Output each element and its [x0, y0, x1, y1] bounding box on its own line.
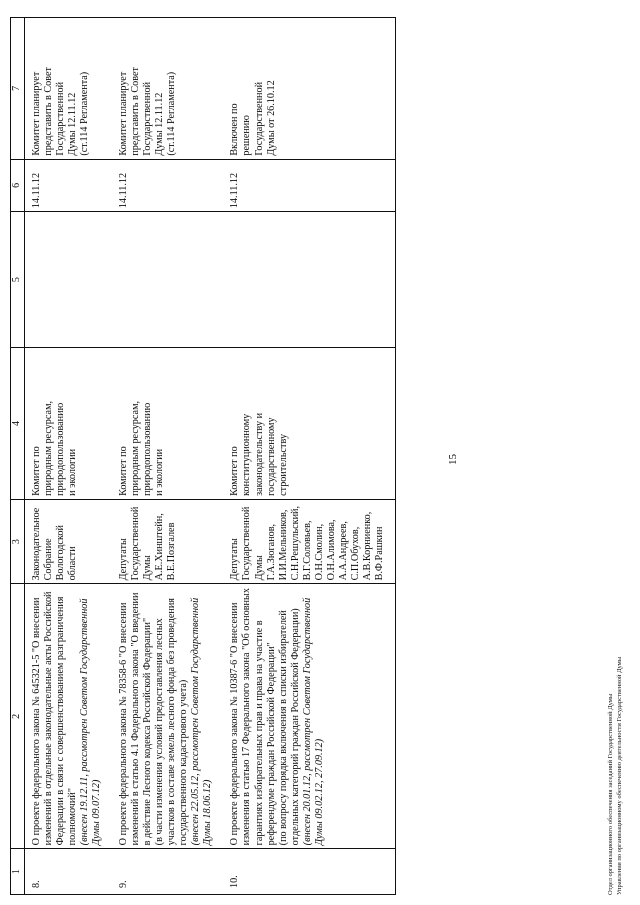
row-number-cell: [25, 849, 113, 895]
initiator-line: В.Е.Позгалев: [166, 522, 178, 581]
committee-cell: [25, 348, 113, 500]
initiator-line: Депутаты: [118, 538, 130, 581]
committee-line: строительству: [277, 433, 289, 496]
initiator-line: А.В.Корниенко,: [361, 511, 373, 581]
initiator-cell: [223, 499, 395, 584]
committee-line: природопользованию: [55, 402, 67, 496]
bill-description-cell: [112, 584, 223, 849]
decision-line: Думы 12.11.12: [154, 92, 166, 156]
bill-status-note: (внесен 19.12.11, рассмотрен Советом Государственной Думы 09.07.12): [79, 598, 103, 846]
row-number: 8.: [31, 880, 42, 888]
initiator-line: Депутаты: [229, 538, 241, 581]
decision-cell: [25, 18, 113, 160]
footer-directorate: Управления по организационному обеспечению деятельности Государственной Думы: [616, 656, 624, 895]
row-number: 10.: [229, 875, 241, 888]
bill-subject: (по вопросу порядка включения в списки избирателей отдельных категорий граждан Российской Федерации): [277, 608, 301, 846]
decision-line: Комитет планирует: [31, 71, 42, 156]
decision-line: представить в Совет: [43, 67, 55, 156]
bill-description-cell: [223, 584, 395, 849]
decision-line: представить в Совет: [130, 67, 142, 156]
committee-line: Комитет по: [118, 446, 130, 496]
initiator-line: Вологодской области: [55, 525, 79, 581]
committee-line: природным ресурсам,: [43, 400, 55, 496]
decision-line: Думы 12.11.12: [67, 92, 79, 156]
committee-line: государственному: [265, 417, 277, 496]
row-number-cell: [223, 849, 395, 895]
initiator-line: Законодательное: [31, 507, 42, 581]
date-cell: [25, 159, 113, 212]
committee-line: и экологии: [67, 448, 79, 496]
date-value: 14.11.12: [118, 172, 130, 209]
initiator-line: И.И.Мельников,: [277, 509, 289, 581]
decision-line: (ст.114 Регламента): [166, 71, 178, 156]
bill-subject: (в части изменения условий предоставления лесных участков в составе земель лесного фонда без проведения государственного кадастрового учета): [154, 598, 190, 846]
initiator-cell: [112, 499, 223, 584]
bill-status-note: (внесен 22.05.12, рассмотрен Советом Государственной Думы 18.06.12): [190, 597, 214, 846]
table-row: [25, 18, 113, 895]
committee-line: Комитет по: [31, 446, 42, 496]
initiator-line: В.Ф.Рашкин: [373, 526, 385, 581]
header-col-2: 2: [11, 584, 25, 849]
decision-line: (ст.114 Регламента): [79, 71, 91, 156]
header-col-6: 6: [11, 159, 25, 212]
footer-department: Отдел организационного обеспечения заседаний Государственной Думы: [607, 693, 614, 895]
header-col-7: 7: [11, 18, 25, 160]
initiator-line: О.Н.Смолин,: [313, 523, 325, 581]
initiator-line: Думы: [253, 555, 265, 581]
decision-line: Комитет планирует: [118, 71, 130, 156]
initiator-line: А.А.Андреев,: [337, 521, 349, 581]
initiator-line: В.Г.Соловьев,: [301, 520, 313, 581]
bill-title: О проекте федерального закона № 10387-6 "О внесении изменения в статью 17 Федерального закона "Об основных гарантиях избирательных прав и права на участие в референдуме граждан Российской Федерации": [229, 588, 277, 846]
date-value: 14.11.12: [229, 172, 241, 209]
decision-cell: [223, 18, 395, 160]
decision-line: Государственной: [55, 81, 67, 156]
initiator-line: С.П.Обухов,: [349, 526, 361, 581]
empty-col5-cell: [25, 212, 113, 348]
empty-col5-cell: [112, 212, 223, 348]
initiator-line: Государственной: [130, 506, 142, 581]
row-number: 9.: [118, 880, 130, 888]
initiator-line: О.Н.Алимова,: [325, 519, 337, 581]
decision-line: Включен по: [229, 103, 241, 156]
committee-line: и экологии: [154, 448, 166, 496]
header-col-1: 1: [11, 849, 25, 895]
date-cell: [112, 159, 223, 212]
table-row: [112, 18, 223, 895]
footer: [606, 657, 624, 895]
page-number: 15: [447, 454, 459, 465]
decision-line: Государственной: [253, 81, 265, 156]
committee-line: природопользованию: [142, 402, 154, 496]
decision-cell: [112, 18, 223, 160]
decision-line: Государственной: [142, 81, 154, 156]
initiator-line: А.Е.Хинштейн,: [154, 513, 166, 581]
initiator-line: Государственной: [241, 506, 253, 581]
committee-line: природным ресурсам,: [130, 400, 142, 496]
header-col-4: 4: [11, 348, 25, 500]
bill-description-cell: [25, 584, 113, 849]
committee-cell: [112, 348, 223, 500]
bill-title: О проекте федерального закона № 645321-5 "О внесении изменений в отдельные законодательные акты Российской Федерации в связи с совершенствованием разграничения полномочий": [31, 591, 79, 846]
initiator-line: Г.А.Зюганов,: [265, 523, 277, 581]
initiator-cell: [25, 499, 113, 584]
committee-line: законодательству и: [253, 412, 265, 496]
initiator-line: Думы: [142, 555, 154, 581]
initiator-line: С.Н.Решульский,: [289, 505, 301, 581]
decision-line: Думы от 26.10.12: [265, 80, 277, 156]
date-cell: [223, 159, 395, 212]
bill-status-note: (внесен 20.01.12, рассмотрен Советом Государственной Думы 09.02.12, 27.09.12): [301, 597, 325, 846]
decision-line: решению: [241, 115, 253, 156]
bills-table: [10, 17, 396, 895]
committee-line: конституционному: [241, 413, 253, 496]
committee-line: Комитет по: [229, 446, 241, 496]
bill-title: О проекте федерального закона № 78358-6 "О внесении изменений в статью 4.1 Федерального закона "О введении в действие Лесного кодекса Российской Федерации": [118, 592, 154, 846]
empty-col5-cell: [223, 212, 395, 348]
table-header-row: [11, 18, 25, 895]
committee-cell: [223, 348, 395, 500]
date-value: 14.11.12: [31, 172, 42, 209]
initiator-line: Собрание: [43, 538, 55, 581]
header-col-3: 3: [11, 499, 25, 584]
table-row: [223, 18, 395, 895]
header-col-5: 5: [11, 212, 25, 348]
row-number-cell: [112, 849, 223, 895]
